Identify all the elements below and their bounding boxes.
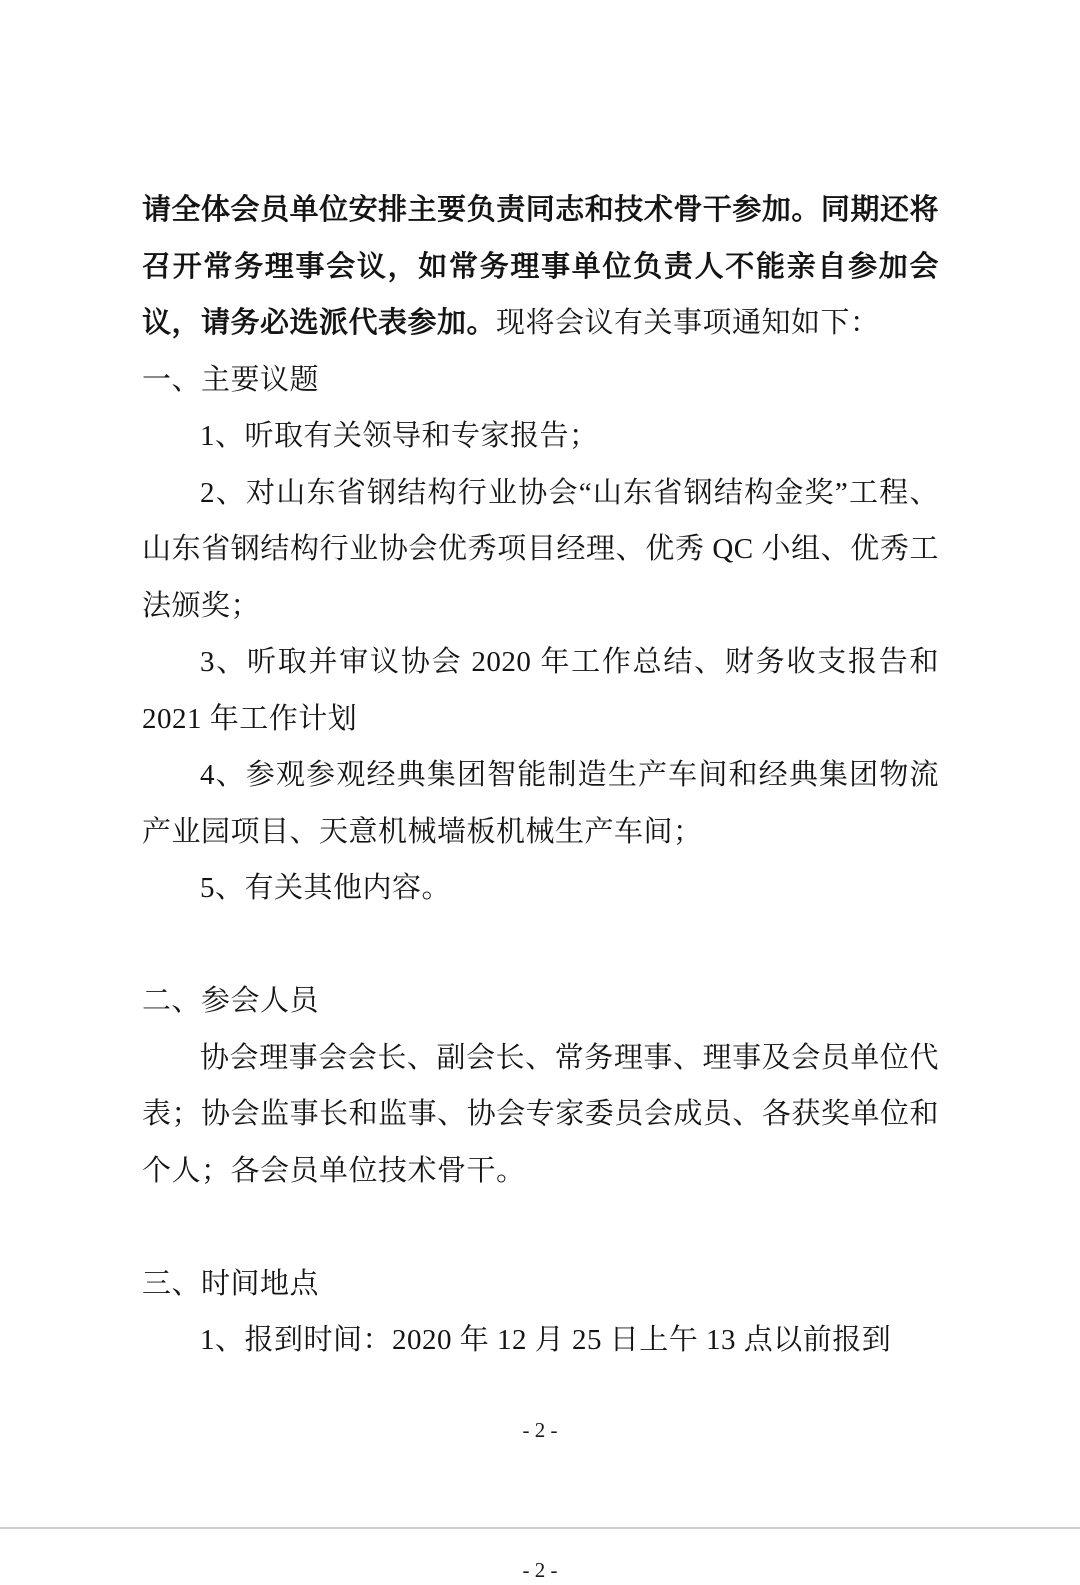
page-edge-divider-line [0,1527,1080,1529]
topic-item-3: 3、听取并审议协会 2020 年工作总结、财务收支报告和 2021 年工作计划 [142,646,939,735]
topic-item-4: 4、参观参观经典集团智能制造生产车间和经典集团物流产业园项目、天意机械墙板机械生产车间； [142,759,939,848]
registration-time-item: 1、报到时间：2020 年 12 月 25 日上午 13 点以前报到 [200,1324,892,1356]
section-heading-2-participants: 二、参会人员 [142,985,320,1017]
topic-item-5: 5、有关其他内容。 [200,872,452,904]
participants-paragraph: 协会理事会会长、副会长、常务理事、理事及会员单位代表；协会监事长和监事、协会专家委员会成员、各获奖单位和个人；各会员单位技术骨干。 [142,1041,939,1187]
section-heading-1-main-topics: 一、主要议题 [142,363,320,396]
topic-item-2: 2、对山东省钢结构行业协会“山东省钢结构金奖”工程、山东省钢结构行业协会优秀项目经理、优秀 QC 小组、优秀工法颁奖； [142,476,939,622]
page-number-below-page: - 2 - [522,1558,558,1582]
section-heading-3-time-place: 三、时间地点 [142,1267,320,1300]
topic-item-1: 1、听取有关领导和专家报告； [200,420,599,452]
document-body [142,182,939,1369]
page-number-footer: - 2 - [522,1418,558,1442]
intro-paragraph-bold-text: 请全体会员单位安排主要负责同志和技术骨干参加。同期还将召开常务理事会议，如常务理事单位负责人不能亲自参加会议，请务必选派代表参加。 [142,194,939,339]
intro-paragraph [142,182,939,352]
intro-paragraph-regular-text: 现将会议有关事项通知如下： [496,307,880,339]
